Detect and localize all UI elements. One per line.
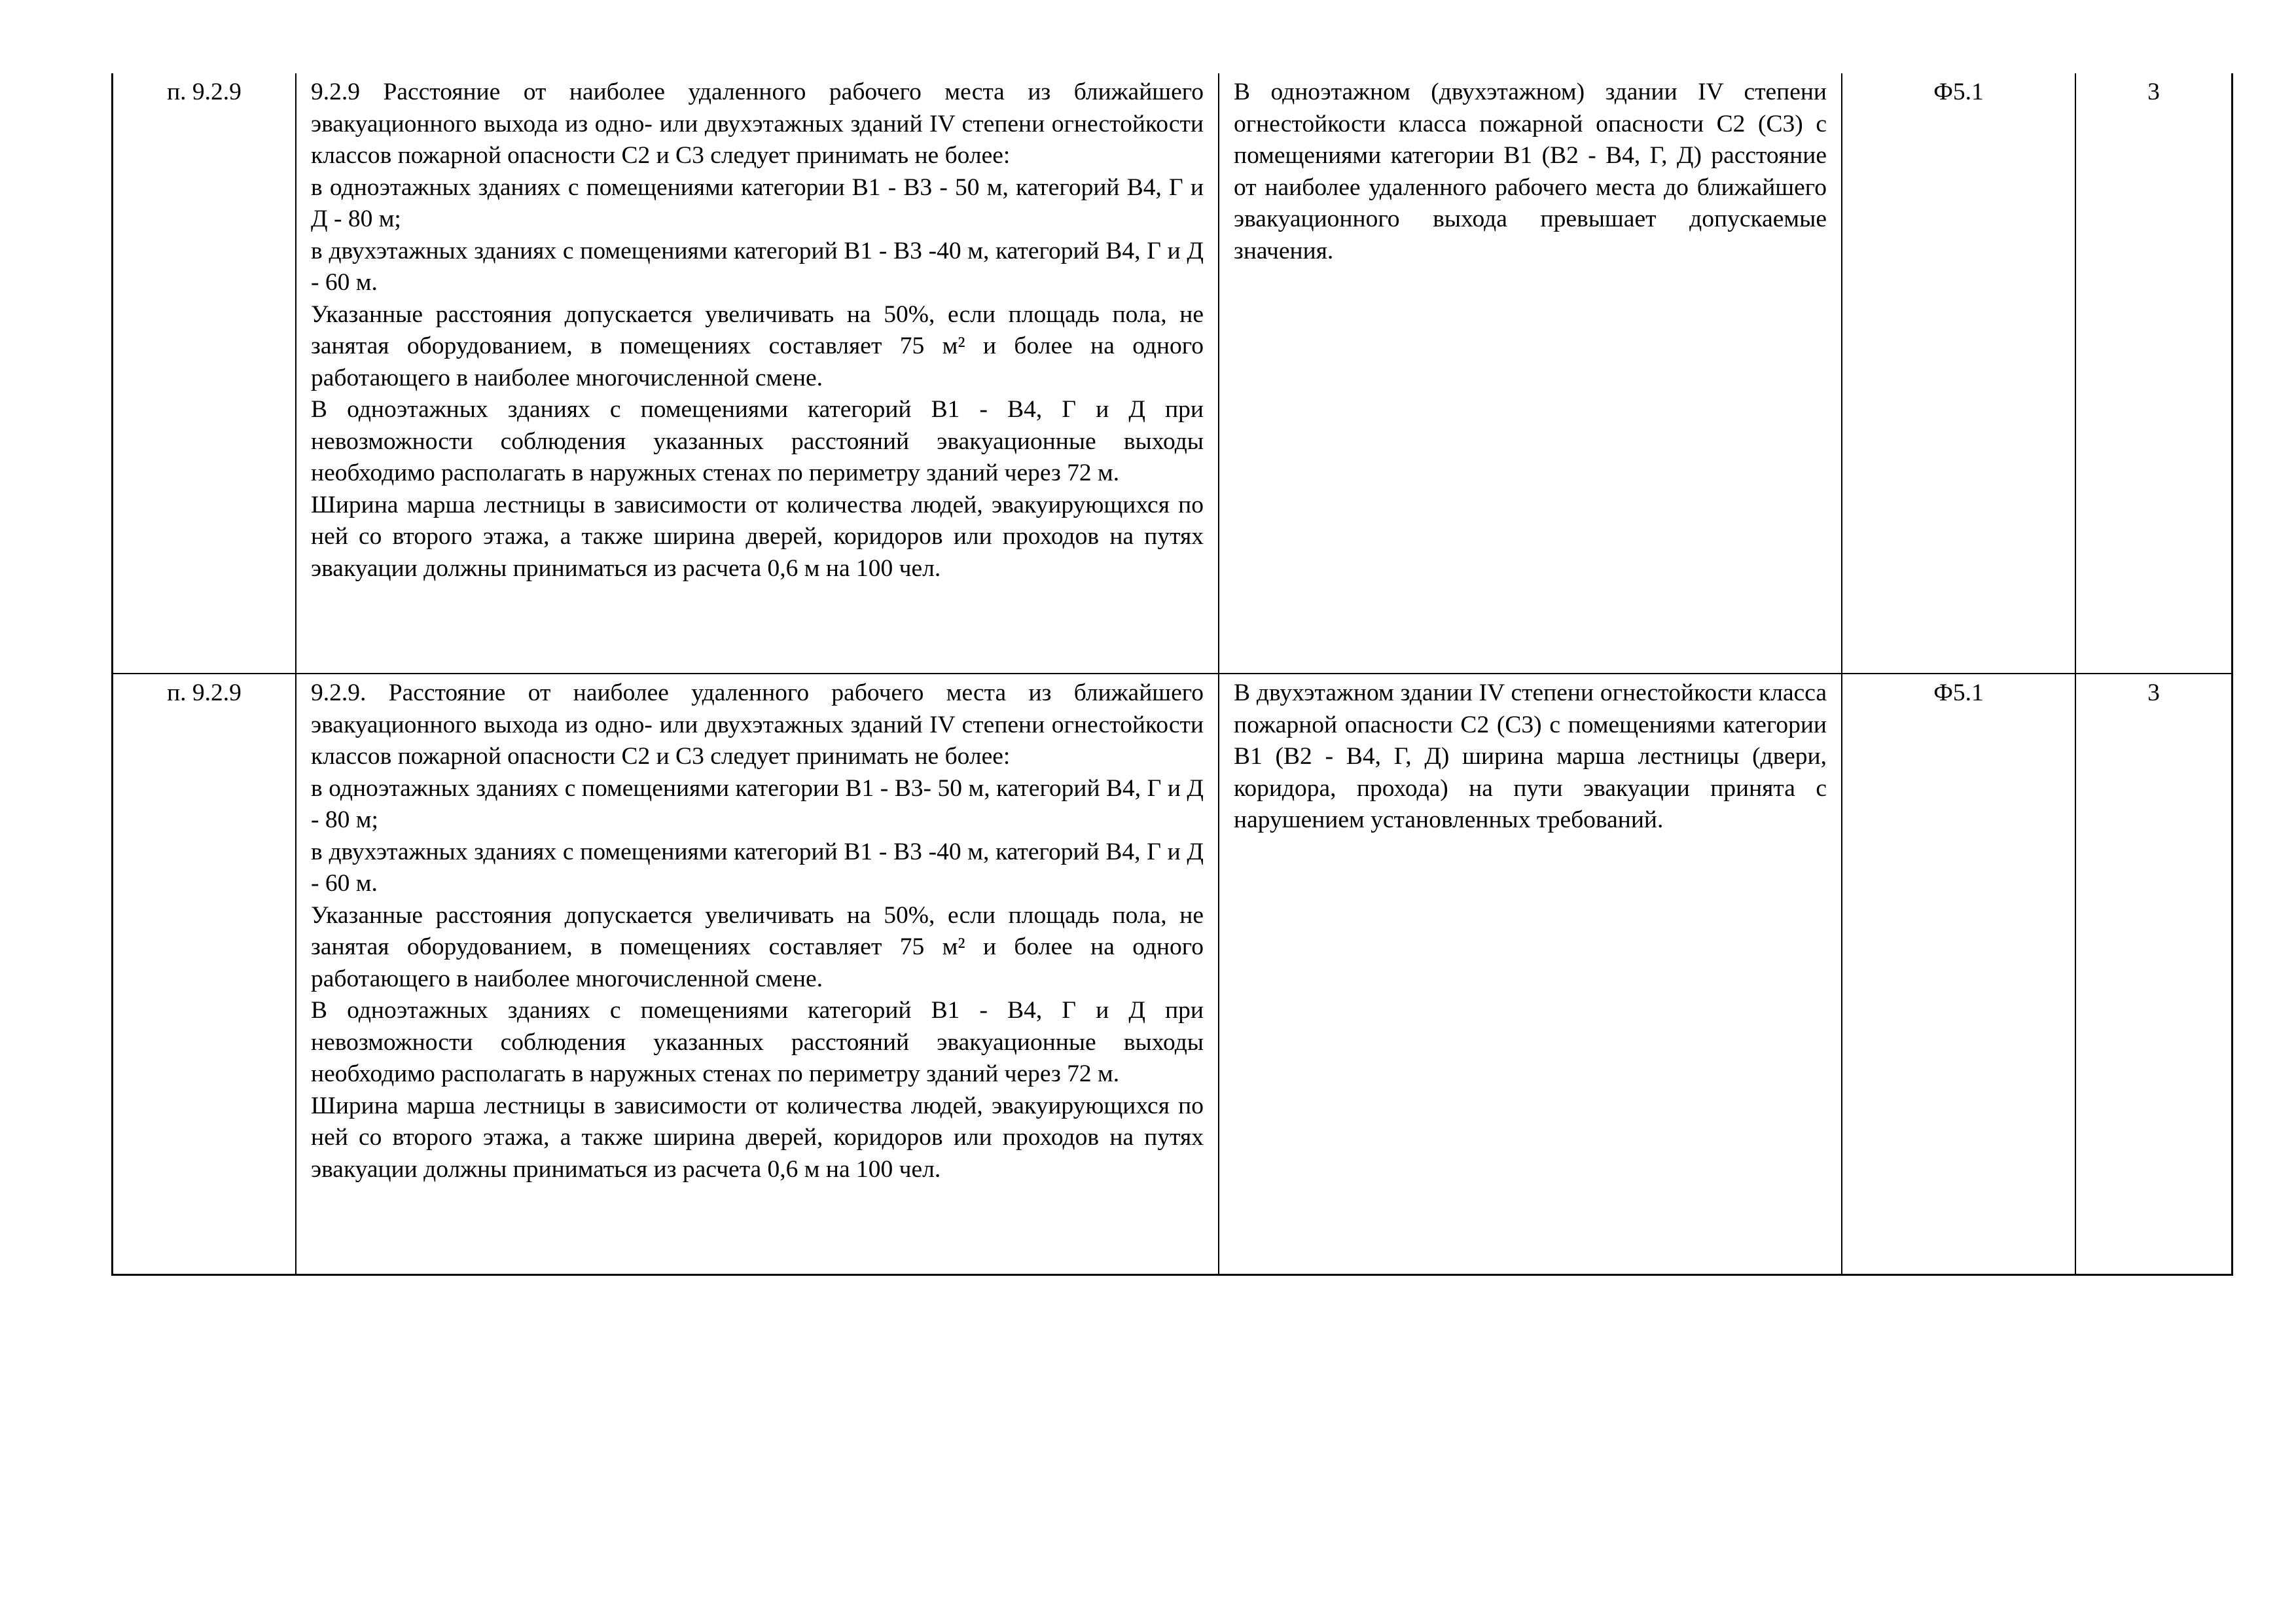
requirement-cell: [296, 674, 1219, 1275]
category-text: 3: [2147, 679, 2160, 706]
requirement-paragraph: в двухэтажных зданиях с помещениями категорий В1 - В3 -40 м, категорий В4, Г и Д - 60 м.: [311, 838, 1204, 897]
regulation-table: [111, 73, 2233, 1276]
requirement-paragraph: Указанные расстояния допускается увеличивать на 50%, если площадь пола, не занятая оборудованием, в помещениях составляет 75 м² и более на одного работающего в наиболее многочисленной смене.: [311, 901, 1204, 992]
class-cell: [1842, 73, 2075, 674]
requirement-paragraph: в одноэтажных зданиях с помещениями категории В1 - В3 - 50 м, категорий В4, Г и Д - 80 м;: [311, 173, 1204, 232]
requirement-paragraph: В одноэтажных зданиях с помещениями категорий В1 - В4, Г и Д при невозможности соблюдения указанных расстояний эвакуационные выходы необходимо располагать в наружных стенах по периметру зданий через 72 м.: [311, 997, 1204, 1087]
requirement-paragraph: 9.2.9 Расстояние от наиболее удаленного рабочего места из ближайшего эвакуационного выхода из одно- или двухэтажных зданий IV степени огнестойкости классов пожарной опасности С2 и С3 следует принимать не более:: [311, 79, 1204, 169]
category-cell: [2075, 674, 2233, 1275]
table-row: [113, 674, 2233, 1275]
reference-text: п. 9.2.9: [167, 679, 242, 706]
requirement-paragraph: Ширина марша лестницы в зависимости от количества людей, эвакуирующихся по ней со второго этажа, а также ширина дверей, коридоров или проходов на путях эвакуации должны приниматься из расчета 0,6 м на 100 чел.: [311, 1092, 1204, 1183]
class-cell: [1842, 674, 2075, 1275]
violation-cell: [1219, 674, 1842, 1275]
reference-cell: [113, 73, 296, 674]
requirement-paragraph: в одноэтажных зданиях с помещениями категории В1 - В3- 50 м, категорий В4, Г и Д - 80 м;: [311, 774, 1204, 833]
category-cell: [2075, 73, 2233, 674]
violation-text: В двухэтажном здании IV степени огнестойкости класса пожарной опасности С2 (С3) с помещениями категории В1 (В2 - В4, Г, Д) ширина марша лестницы (двери, коридора, прохода) на пути эвакуации принята с нарушением установленных требований.: [1234, 679, 1827, 833]
requirement-paragraph: Ширина марша лестницы в зависимости от количества людей, эвакуирующихся по ней со второго этажа, а также ширина дверей, коридоров или проходов на путях эвакуации должны приниматься из расчета 0,6 м на 100 чел.: [311, 491, 1204, 582]
requirement-cell: [296, 73, 1219, 674]
reference-cell: [113, 674, 296, 1275]
violation-cell: [1219, 73, 1842, 674]
violation-text: В одноэтажном (двухэтажном) здании IV степени огнестойкости класса пожарной опасности С2 (С3) с помещениями категории В1 (В2 - В4, Г, Д) расстояние от наиболее удаленного рабочего места до ближайшего эвакуационного выхода превышает допускаемые значения.: [1234, 79, 1827, 264]
requirement-paragraph: 9.2.9. Расстояние от наиболее удаленного рабочего места из ближайшего эвакуационного выхода из одно- или двухэтажных зданий IV степени огнестойкости классов пожарной опасности С2 и С3 следует принимать не более:: [311, 679, 1204, 770]
requirement-paragraph: Указанные расстояния допускается увеличивать на 50%, если площадь пола, не занятая оборудованием, в помещениях составляет 75 м² и более на одного работающего в наиболее многочисленной смене.: [311, 300, 1204, 391]
functional-class-text: Ф5.1: [1933, 679, 1984, 706]
category-text: 3: [2147, 79, 2160, 105]
requirement-paragraph: в двухэтажных зданиях с помещениями категорий В1 - В3 -40 м, категорий В4, Г и Д - 60 м.: [311, 237, 1204, 296]
requirement-paragraph: В одноэтажных зданиях с помещениями категорий В1 - В4, Г и Д при невозможности соблюдения указанных расстояний эвакуационные выходы необходимо располагать в наружных стенах по периметру зданий через 72 м.: [311, 396, 1204, 486]
functional-class-text: Ф5.1: [1933, 79, 1984, 105]
table-row: [113, 73, 2233, 674]
reference-text: п. 9.2.9: [167, 79, 242, 105]
